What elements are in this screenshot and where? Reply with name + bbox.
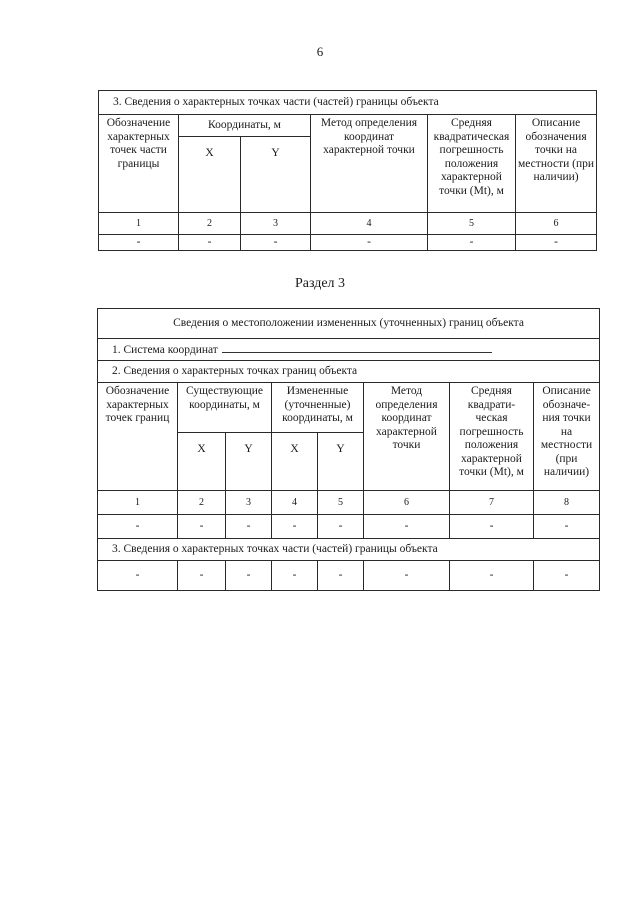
- header-changed-y: Y: [318, 433, 364, 491]
- points-title: 2. Сведения о характерных точках границ объекта: [98, 361, 600, 383]
- table-cell: -: [450, 515, 534, 539]
- column-number: 2: [179, 213, 241, 235]
- header-x: X: [179, 137, 241, 213]
- section-title: Раздел 3: [294, 276, 346, 291]
- table-cell: -: [226, 561, 272, 591]
- table-cell: -: [241, 235, 311, 251]
- column-number: 5: [428, 213, 516, 235]
- coordinate-system-blank: [222, 342, 492, 353]
- table-cell: -: [98, 561, 178, 591]
- column-number: 6: [364, 491, 450, 515]
- table-cell: -: [318, 561, 364, 591]
- column-number: 4: [311, 213, 428, 235]
- table2-title: Сведения о местоположении измененных (уточненных) границ объекта: [98, 309, 600, 339]
- table-cell: -: [179, 235, 241, 251]
- header-method: Метод определения координат характерной точки: [364, 383, 450, 491]
- table-cell: -: [516, 235, 597, 251]
- header-accuracy: Средняя квадратическая погрешность положения характерной точки (Mt), м: [428, 115, 516, 213]
- table-cell: -: [534, 561, 600, 591]
- header-designation: Обозначение характерных точек части границы: [99, 115, 179, 213]
- header-description: Описание обозначения точки на местности (при наличии): [516, 115, 597, 213]
- column-number: 3: [241, 213, 311, 235]
- header-existing-x: X: [178, 433, 226, 491]
- table-cell: -: [364, 515, 450, 539]
- table-cell: -: [364, 561, 450, 591]
- header-designation: Обозначение характерных точек границ: [98, 383, 178, 491]
- header-y: Y: [241, 137, 311, 213]
- table-cell: -: [226, 515, 272, 539]
- column-number: 1: [98, 491, 178, 515]
- page-number: 6: [316, 44, 324, 59]
- column-number: 1: [99, 213, 179, 235]
- table-cell: -: [311, 235, 428, 251]
- header-accuracy: Средняя квадрати-ческая погрешность положения характерной точки (Mt), м: [450, 383, 534, 491]
- table1-title: 3. Сведения о характерных точках части (частей) границы объекта: [99, 91, 597, 115]
- table-cell: -: [99, 235, 179, 251]
- header-coordinates: Координаты, м: [179, 115, 311, 137]
- table-cell: -: [318, 515, 364, 539]
- column-number: 4: [272, 491, 318, 515]
- column-number: 3: [226, 491, 272, 515]
- table-cell: -: [272, 515, 318, 539]
- column-number: 6: [516, 213, 597, 235]
- column-number: 5: [318, 491, 364, 515]
- header-description: Описание обозначе-ния точки на местности (при наличии): [534, 383, 600, 491]
- table-cell: -: [178, 561, 226, 591]
- column-number: 8: [534, 491, 600, 515]
- header-changed-coordinates: Измененные (уточненные) координаты, м: [272, 383, 364, 433]
- table-cell: -: [178, 515, 226, 539]
- table-cell: -: [428, 235, 516, 251]
- table-cell: -: [98, 515, 178, 539]
- column-number: 2: [178, 491, 226, 515]
- table-cell: -: [450, 561, 534, 591]
- header-existing-y: Y: [226, 433, 272, 491]
- table-cell: -: [534, 515, 600, 539]
- table-cell: -: [272, 561, 318, 591]
- table-changed-boundaries: [97, 308, 600, 591]
- header-method: Метод определения координат характерной точки: [311, 115, 428, 213]
- column-number: 7: [450, 491, 534, 515]
- coordinate-system-row: [98, 339, 600, 361]
- parts-title: 3. Сведения о характерных точках части (частей) границы объекта: [98, 539, 600, 561]
- table-points-of-parts: [98, 90, 597, 251]
- header-existing-coordinates: Существующие координаты, м: [178, 383, 272, 433]
- coordinate-system-label: 1. Система координат: [112, 343, 218, 356]
- header-changed-x: X: [272, 433, 318, 491]
